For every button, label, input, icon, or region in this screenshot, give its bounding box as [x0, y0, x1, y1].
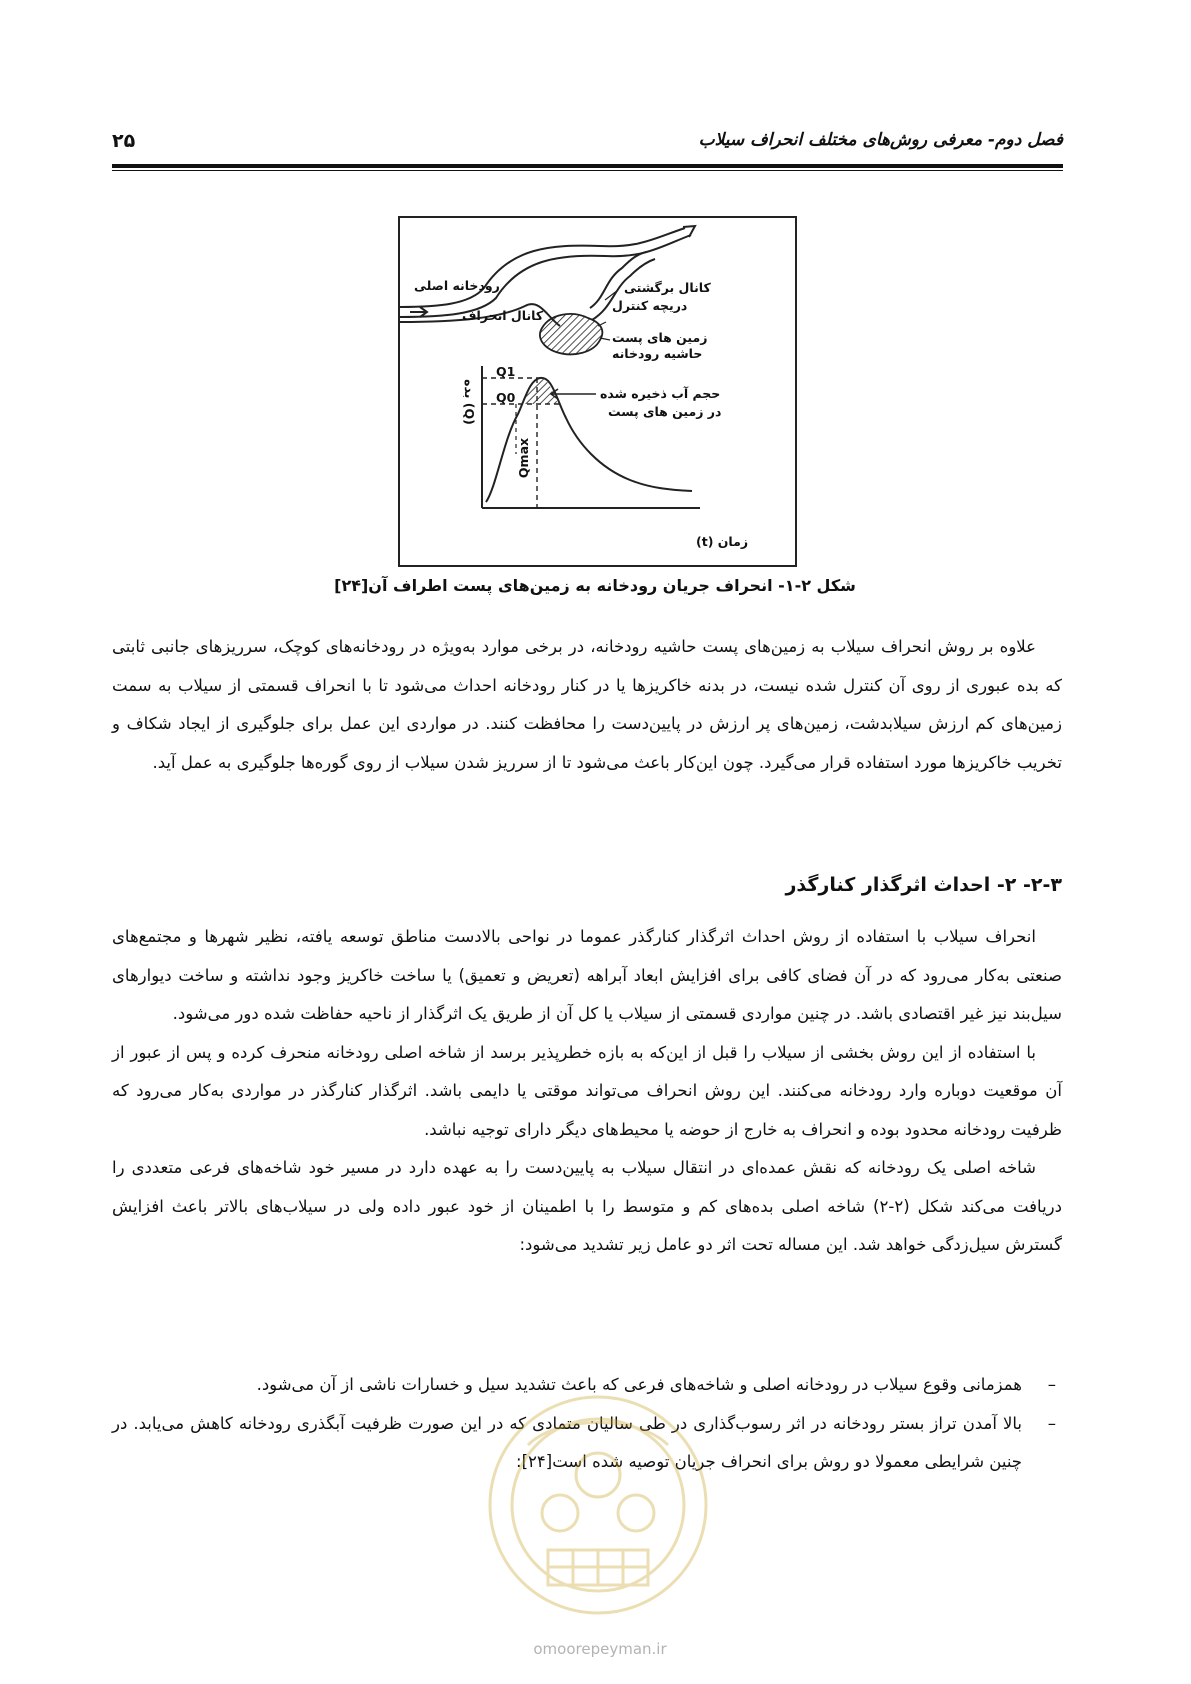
- low-lands-area: [540, 314, 602, 354]
- label-q1: Q1: [496, 364, 516, 379]
- list-item-text: بالا آمدن تراز بستر رودخانه در اثر رسوب‌گذاری در طی سالیان متمادی که در این صورت ظرفیت آبگذری رودخانه کاهش می‌یابد. در چنین شرایطی معمولا دو روش برای انحراف جریان توصیه شده است[۲۴]:: [112, 1413, 1022, 1471]
- paragraph-block-1: [112, 628, 1062, 782]
- river-return-arrow: [683, 226, 695, 237]
- inflow-arrow: [410, 307, 427, 317]
- label-low-lands: زمین های پست: [612, 330, 708, 345]
- page-number: ۲۵: [112, 130, 136, 152]
- label-low-lands-edge: حاشیه رودخانه: [612, 346, 703, 361]
- label-q0: Q0: [496, 390, 516, 405]
- label-stored-volume: حجم آب ذخیره شده: [600, 386, 721, 401]
- figure-caption: شکل ۲-۱- انحراف جریان رودخانه به زمین‌های پست اطراف آن[۲۴]: [334, 576, 856, 595]
- label-main-river: رودخانه اصلی: [414, 278, 500, 293]
- watermark-site: omoorepeyman.ir: [533, 1640, 667, 1658]
- diversion-diagram: [400, 218, 795, 565]
- stored-volume-area: [524, 378, 558, 404]
- section-heading: ۲-۳- ۲- احداث اثرگذار کنارگذر: [785, 874, 1062, 896]
- paragraph-block-2: [112, 918, 1062, 1265]
- label-stored-low-lands: در زمین های پست: [608, 404, 722, 419]
- diversion-figure: [398, 216, 797, 567]
- watermark-seal-icon: [478, 1385, 718, 1625]
- header-rule-thick: [112, 164, 1063, 168]
- paragraph: انحراف سیلاب با استفاده از روش احداث اثرگذار کنارگذر عموما در نواحی بالادست مناطق توسعه یافته، نظیر شهرها و مجتمع‌های صنعتی به‌کار می‌رود که در آن فضای کافی برای افزایش ابعاد آبراهه (تعریض و تعمیق) یا ساخت خاکریز وجود نداشته و ساخت دیوارهای سیل‌بند نیز غیر اقتصادی باشد. در چنین مواردی قسمتی از سیلاب یا کل آن از طریق یک اثرگذار از ناحیه حفاظت شده دور می‌شود.: [112, 927, 1062, 1023]
- label-return-channel: کانال برگشتی: [624, 280, 711, 295]
- label-diversion-channel: کانال انحراف: [462, 308, 544, 323]
- chapter-title: فصل دوم- معرفی روش‌های مختلف انحراف سیلاب: [698, 130, 1063, 150]
- label-x-axis: زمان (t): [696, 534, 749, 549]
- label-qmax: Qmax: [516, 437, 532, 479]
- bullet-dash: –: [1047, 1375, 1056, 1394]
- header-rule-thin: [112, 170, 1063, 171]
- bullet-dash: –: [1047, 1413, 1056, 1433]
- paragraph: شاخه اصلی یک رودخانه که نقش عمده‌ای در انتقال سیلاب به پایین‌دست را به عهده دارد در مسیر خود شاخه‌های فرعی متعددی را دریافت می‌کند شکل (۲-۲) شاخه اصلی بده‌های کم و متوسط را با اطمینان از خود عبور داده ولی در سیلاب‌های بالاتر باعث افزایش گسترش سیل‌زدگی خواهد شد. این مساله تحت اثر دو عامل زیر تشدید می‌شود:: [112, 1158, 1062, 1254]
- label-control-gate: دریچه کنترل: [612, 298, 688, 313]
- running-header: [112, 128, 1063, 154]
- paragraph: با استفاده از این روش بخشی از سیلاب را قبل از این‌که به بازه خطرپذیر برسد از شاخه اصلی رودخانه منحرف کرده و پس از عبور از آن موقعیت دوباره وارد رودخانه می‌کنند. این روش انحراف می‌تواند موقتی یا دایمی باشد. اثرگذار کنارگذر در مواردی به‌کار می‌رود که ظرفیت رودخانه محدود بوده و انحراف به خارج از حوضه یا محیط‌های دیگر دارای توجیه نباشد.: [112, 1042, 1062, 1139]
- label-y-axis: (Q) بده: [461, 379, 477, 425]
- list-item-text: همزمانی وقوع سیلاب در رودخانه اصلی و شاخه‌های فرعی که باعث تشدید سیل و خسارات ناشی از آن می‌شود.: [256, 1375, 1022, 1394]
- paragraph: علاوه بر روش انحراف سیلاب به زمین‌های پست حاشیه رودخانه، در برخی موارد به‌ویژه در رودخانه‌های کوچک، سرریزهای جانبی ثابتی که بده عبوری از روی آن کنترل شده نیست، در بدنه خاکریزها یا در کنار رودخانه احداث می‌شود تا با انحراف قسمتی از سیلاب به سمت زمین‌های کم ارزش سیلابدشت، زمین‌های پر ارزش در پایین‌دست را محافظت کنند. در مواردی این عمل برای جلوگیری از ایجاد شکاف و تخریب خاکریزها مورد استفاده قرار می‌گیرد. چون این‌کار باعث می‌شود تا از سرریز شدن سیلاب از روی گوره‌ها جلوگیری به عمل آید.: [112, 637, 1062, 772]
